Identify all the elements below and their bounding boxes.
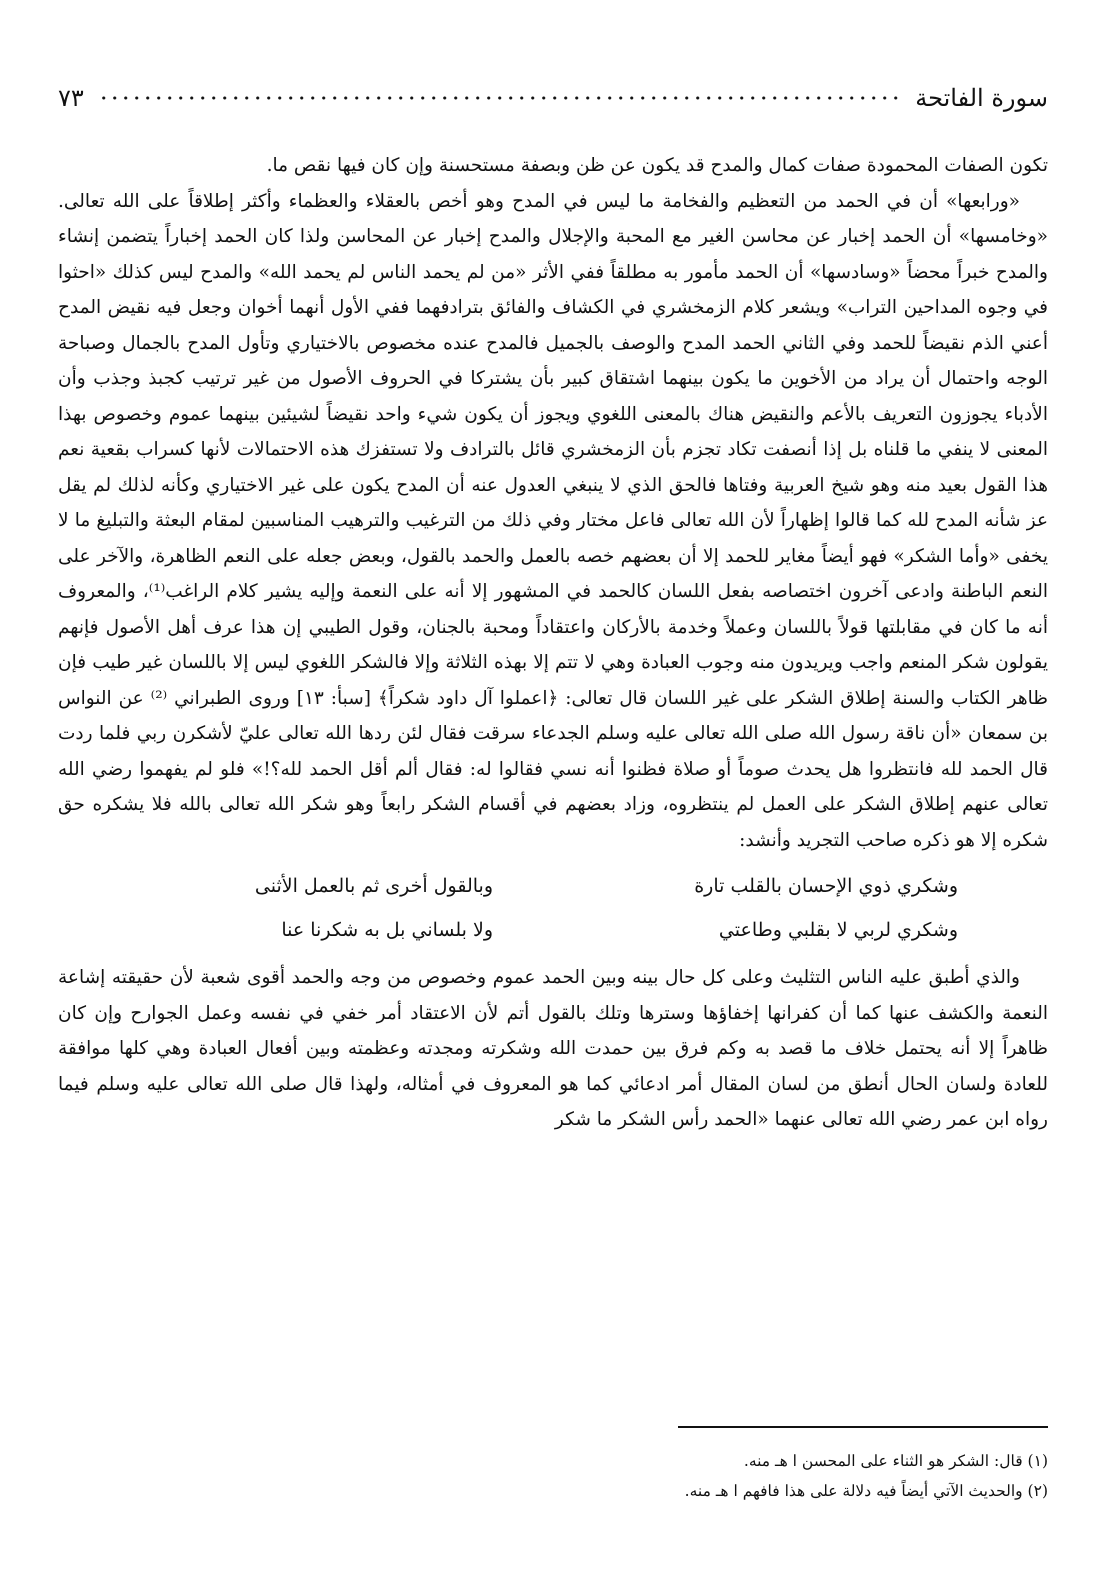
poem-hemistich-first: وشكري لربي لا بقلبي وطاعتي (718, 919, 958, 941)
paragraph-continuation: تكون الصفات المحمودة صفات كمال والمدح قد يكون عن ظن وبصفة مستحسنة وإن كان فيها نقص ما. (266, 155, 1048, 176)
poem-verse (58, 908, 1048, 952)
document-page (58, 0, 1048, 1576)
poem-hemistich-second: وبالقول أخرى ثم بالعمل الأثنى (254, 875, 493, 897)
poem-hemistich-second: ولا بلساني بل به شكرنا عنا (281, 919, 493, 941)
paragraph-main: «ورابعها» أن في الحمد من التعظيم والفخامة ما ليس في المدح وهو أخص بالعقلاء والعظماء وأكثر إطلاقاً على الله تعالى. «وخامسها» أن الحمد إخبار عن محاسن الغير مع المحبة والإجلال والمدح إخبار عن المحاسن ولذا كان الحمد إخباراً يتضمن إنشاء والمدح خبراً محضاً «وسادسها» أن الحمد مأمور به مطلقاً ففي الأثر «من لم يحمد الناس لم يحمد الله» والمدح ليس كذلك «احثوا في وجوه المداحين التراب» ويشعر كلام الزمخشري في الكشاف والفائق بترادفهما ففي الأول أنهما أخوان وجعل فيه نقيض المدح أعني الذم نقيضاً للحمد وفي الثاني الحمد المدح والوصف بالجميل فالمدح عنده مخصوص بالاختياري وتأول المدح بالجمال وصباحة الوجه واحتمال أن يراد من الأخوين ما يكون بينهما اشتقاق كبير بأن يشتركا في الحروف الأصول من غير ترتيب كجبذ وجذب وأن الأدباء يجوزون التعريف بالأعم والنقيض هناك بالمعنى اللغوي ويجوز أن يكون شيء واحد نقيضاً لشيئين بينهما عموم وخصوص بهذا المعنى لا ينفي ما قلناه بل إذا أنصفت تكاد تجزم بأن الزمخشري قائل بالترادف ولا تستفزك هذه الاحتمالات لأنها كسراب بقعية نعم هذا القول بعيد منه وهو شيخ العربية وفتاها فالحق الذي لا ينبغي العدول عنه أن المدح يكون على غير الاختياري وكأنه لذلك لم يقل عز شأنه المدح لله كما قالوا إظهاراً لأن الله تعالى فاعل مختار وفي ذلك من الترغيب والترهيب المناسبين لمقام البعثة والتبليغ ما لا يخفى «وأما الشكر» فهو أيضاً مغاير للحمد إلا أن بعضهم خصه بالعمل والحمد بالقول، وبعض جعله على النعم الظاهرة، والآخر على النعم الباطنة وادعى آخرون اختصاصه بفعل اللسان كالحمد في المشهور إلا أنه على النعمة وإليه يشير كلام الراغب⁽¹⁾، والمعروف أنه ما كان في مقابلتها قولاً باللسان وعملاً وخدمة بالأركان واعتقاداً ومحبة بالجنان، وقول الطيبي إن هذا عرف أهل الأصول فإنهم يقولون شكر المنعم واجب ويريدون منه وجوب العبادة وهي لا تتم إلا بهذه الثلاثة وإلا فالشكر اللغوي ليس إلا باللسان غير طيب فإن ظاهر الكتاب والسنة إطلاق الشكر على غير اللسان قال تعالى: ﴿اعملوا آل داود شكراً﴾ [سبأ: ١٣] وروى الطبراني ⁽²⁾ عن النواس بن سمعان «أن ناقة رسول الله صلى الله تعالى عليه وسلم الجدعاء سرقت فقال لئن ردها الله تعالى عليّ لأشكرن ربي فلما ردت قال الحمد لله فانتظروا هل يحدث صوماً أو صلاة فظنوا أنه نسي فقالوا له: فقال ألم أقل الحمد لله؟!» فلو لم يفهموا رضي الله تعالى عنهم إطلاق الشكر على العمل لم ينتظروه، وزاد بعضهم في أقسام الشكر رابعاً وهو شكر الله تعالى بالله فلا يشكره حق شكره إلا هو ذكره صاحب التجريد وأنشد: (58, 190, 1048, 851)
running-header (58, 78, 1048, 118)
paragraph-closing: والذي أطبق عليه الناس التثليث وعلى كل حال بينه وبين الحمد عموم وخصوص من وجه والحمد أقوى شعبة لأن حقيقته إشاعة النعمة والكشف عنها كما أن كفرانها إخفاؤها وسترها وتلك بالقول أتم لأن الاعتقاد أمر خفي في نفسه وعمل الجوارح وإن كان ظاهراً إلا أنه يحتمل خلاف ما قصد به وكم فرق بين حمدت الله وشكرته ومجدته وعظمته وبين أفعال العبادة وهي كلها موافقة للعادة ولسان الحال أنطق من لسان المقال أمر ادعائي كما هو المعروف في أمثاله، ولهذا قال صلى الله تعالى عليه وسلم فيما رواه ابن عمر رضي الله تعالى عنهما «الحمد رأس الشكر ما شكر (58, 967, 1048, 1130)
poem (58, 864, 1048, 952)
page-number: ٧٣ (58, 84, 84, 112)
poem-hemistich-first: وشكري ذوي الإحسان بالقلب تارة (694, 875, 958, 897)
footnote-2: (٢) والحديث الآتي أيضاً فيه دلالة على هذا فافهم ا هـ منه. (684, 1482, 1048, 1500)
footnote-divider (678, 1426, 1048, 1428)
surah-title: سورة الفاتحة (915, 84, 1048, 112)
leader-dots (98, 96, 901, 100)
poem-verse (58, 864, 1048, 908)
footnote-1: (١) قال: الشكر هو الثناء على المحسن ا هـ منه. (743, 1452, 1048, 1470)
footnotes (58, 1446, 1048, 1506)
body-text (58, 148, 1048, 1138)
